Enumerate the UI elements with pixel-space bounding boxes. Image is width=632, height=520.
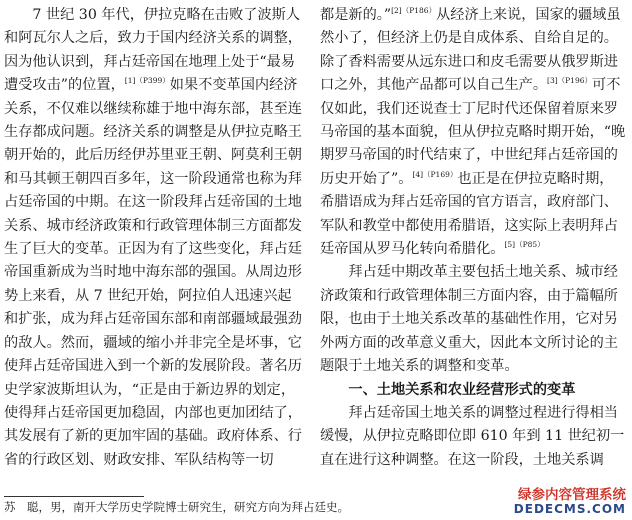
- paragraph-1-continued: 都是新的。”$^{[2](P186)}$从经济上来说，国家的疆域虽然小了，但经济上仍是自成体系、自给自足的。除了香料需要从远东进口和皮毛需要从俄罗斯进口之外，其他产品都可以自己生产。$^{[3](P196)}$可不仅如此，我们还说查士丁尼时代还保留着原来罗马帝国的基本面貌，但从伊拉克略时期开始，“晚期罗马帝国的时代结束了，中世纪拜占廷帝国的历史开始了”。$^{[4](P169)}$也正是在伊拉克略时期，希腊语成为拜占廷帝国的官方语言，政府部门、军队和教堂中都使用希腊语，这实际上表明拜占廷帝国从罗马化转向希腊化。$^{[5](P85)}$: [320, 6, 626, 258]
- citation-4: [4]（P169）: [412, 169, 458, 179]
- citation-5: [5]（P85）: [504, 240, 545, 250]
- left-column: [4, 4, 304, 472]
- watermark-url: DEDECMS.COM: [513, 502, 626, 516]
- right-column: [320, 4, 626, 472]
- citation-2: [2]（P186）: [391, 6, 437, 15]
- footnote-rule: [4, 496, 144, 497]
- paragraph-1: 7 世纪 30 年代，伊拉克略在击败了波斯人和阿瓦尔人之后，致力于国内经济关系的调整，因为他认识到，拜占廷帝国在地理上处于“最易遭受攻击”的位置，$^{[1](P399)}$如果不变革国内经济关系，不仅难以继续称雄于地中海东部，甚至连生存都成问题。经济关系的调整是从伊拉克略王朝开始的，此后历经伊苏里亚王朝、阿莫利王朝和马其顿王朝四百多年，这一阶段通常也称为拜占廷帝国的中期。在这一阶段拜占廷帝国的土地关系、城市经济政策和行政管理体制三方面都发生了巨大的变革。正因为有了这些变化，拜占廷帝国重新成为当时地中海东部的强国。从周边形势上来看，从 7 世纪开始，阿拉伯人迅速兴起和扩张，成为拜占廷帝国东部和南部疆域最强劲的敌人。然而，疆域的缩小并非完全是坏事，它使拜占廷帝国进入到一个新的发展阶段。著名历史学家波斯坦认为，“正是由于新边界的划定，使得拜占廷帝国更加稳固，内部也更加团结了，其发展有了新的更加牢固的基础。政府体系、行省的行政区划、财政安排、军队结构等一切: [4, 7, 302, 468]
- author-footnote: 苏 聪，男，南开大学历史学院博士研究生，研究方向为拜占廷史。: [4, 500, 349, 514]
- citation-1: [1]（P399）: [124, 76, 170, 86]
- section-heading: 一、土地关系和农业经营形式的变革: [348, 381, 576, 398]
- watermark-logo: [514, 488, 626, 516]
- citation-3: [3]（P196）: [547, 76, 593, 86]
- paragraph-2: 拜占廷中期改革主要包括土地关系、城市经济政策和行政管理体制三方面内容，由于篇幅所限，也由于土地关系改革的基础性作用，它对另外两方面的改革意义重大，因此本文所讨论的主题限于土地关系的调整和变革。: [320, 264, 618, 375]
- watermark-name: 绿参内容管理系统: [518, 487, 626, 503]
- paragraph-3: 拜占廷帝国土地关系的调整过程进行得相当缓慢，从伊拉克略即位即 610 年到 11 世纪初一直在进行这种调整。在这一阶段，土地关系调: [320, 404, 625, 468]
